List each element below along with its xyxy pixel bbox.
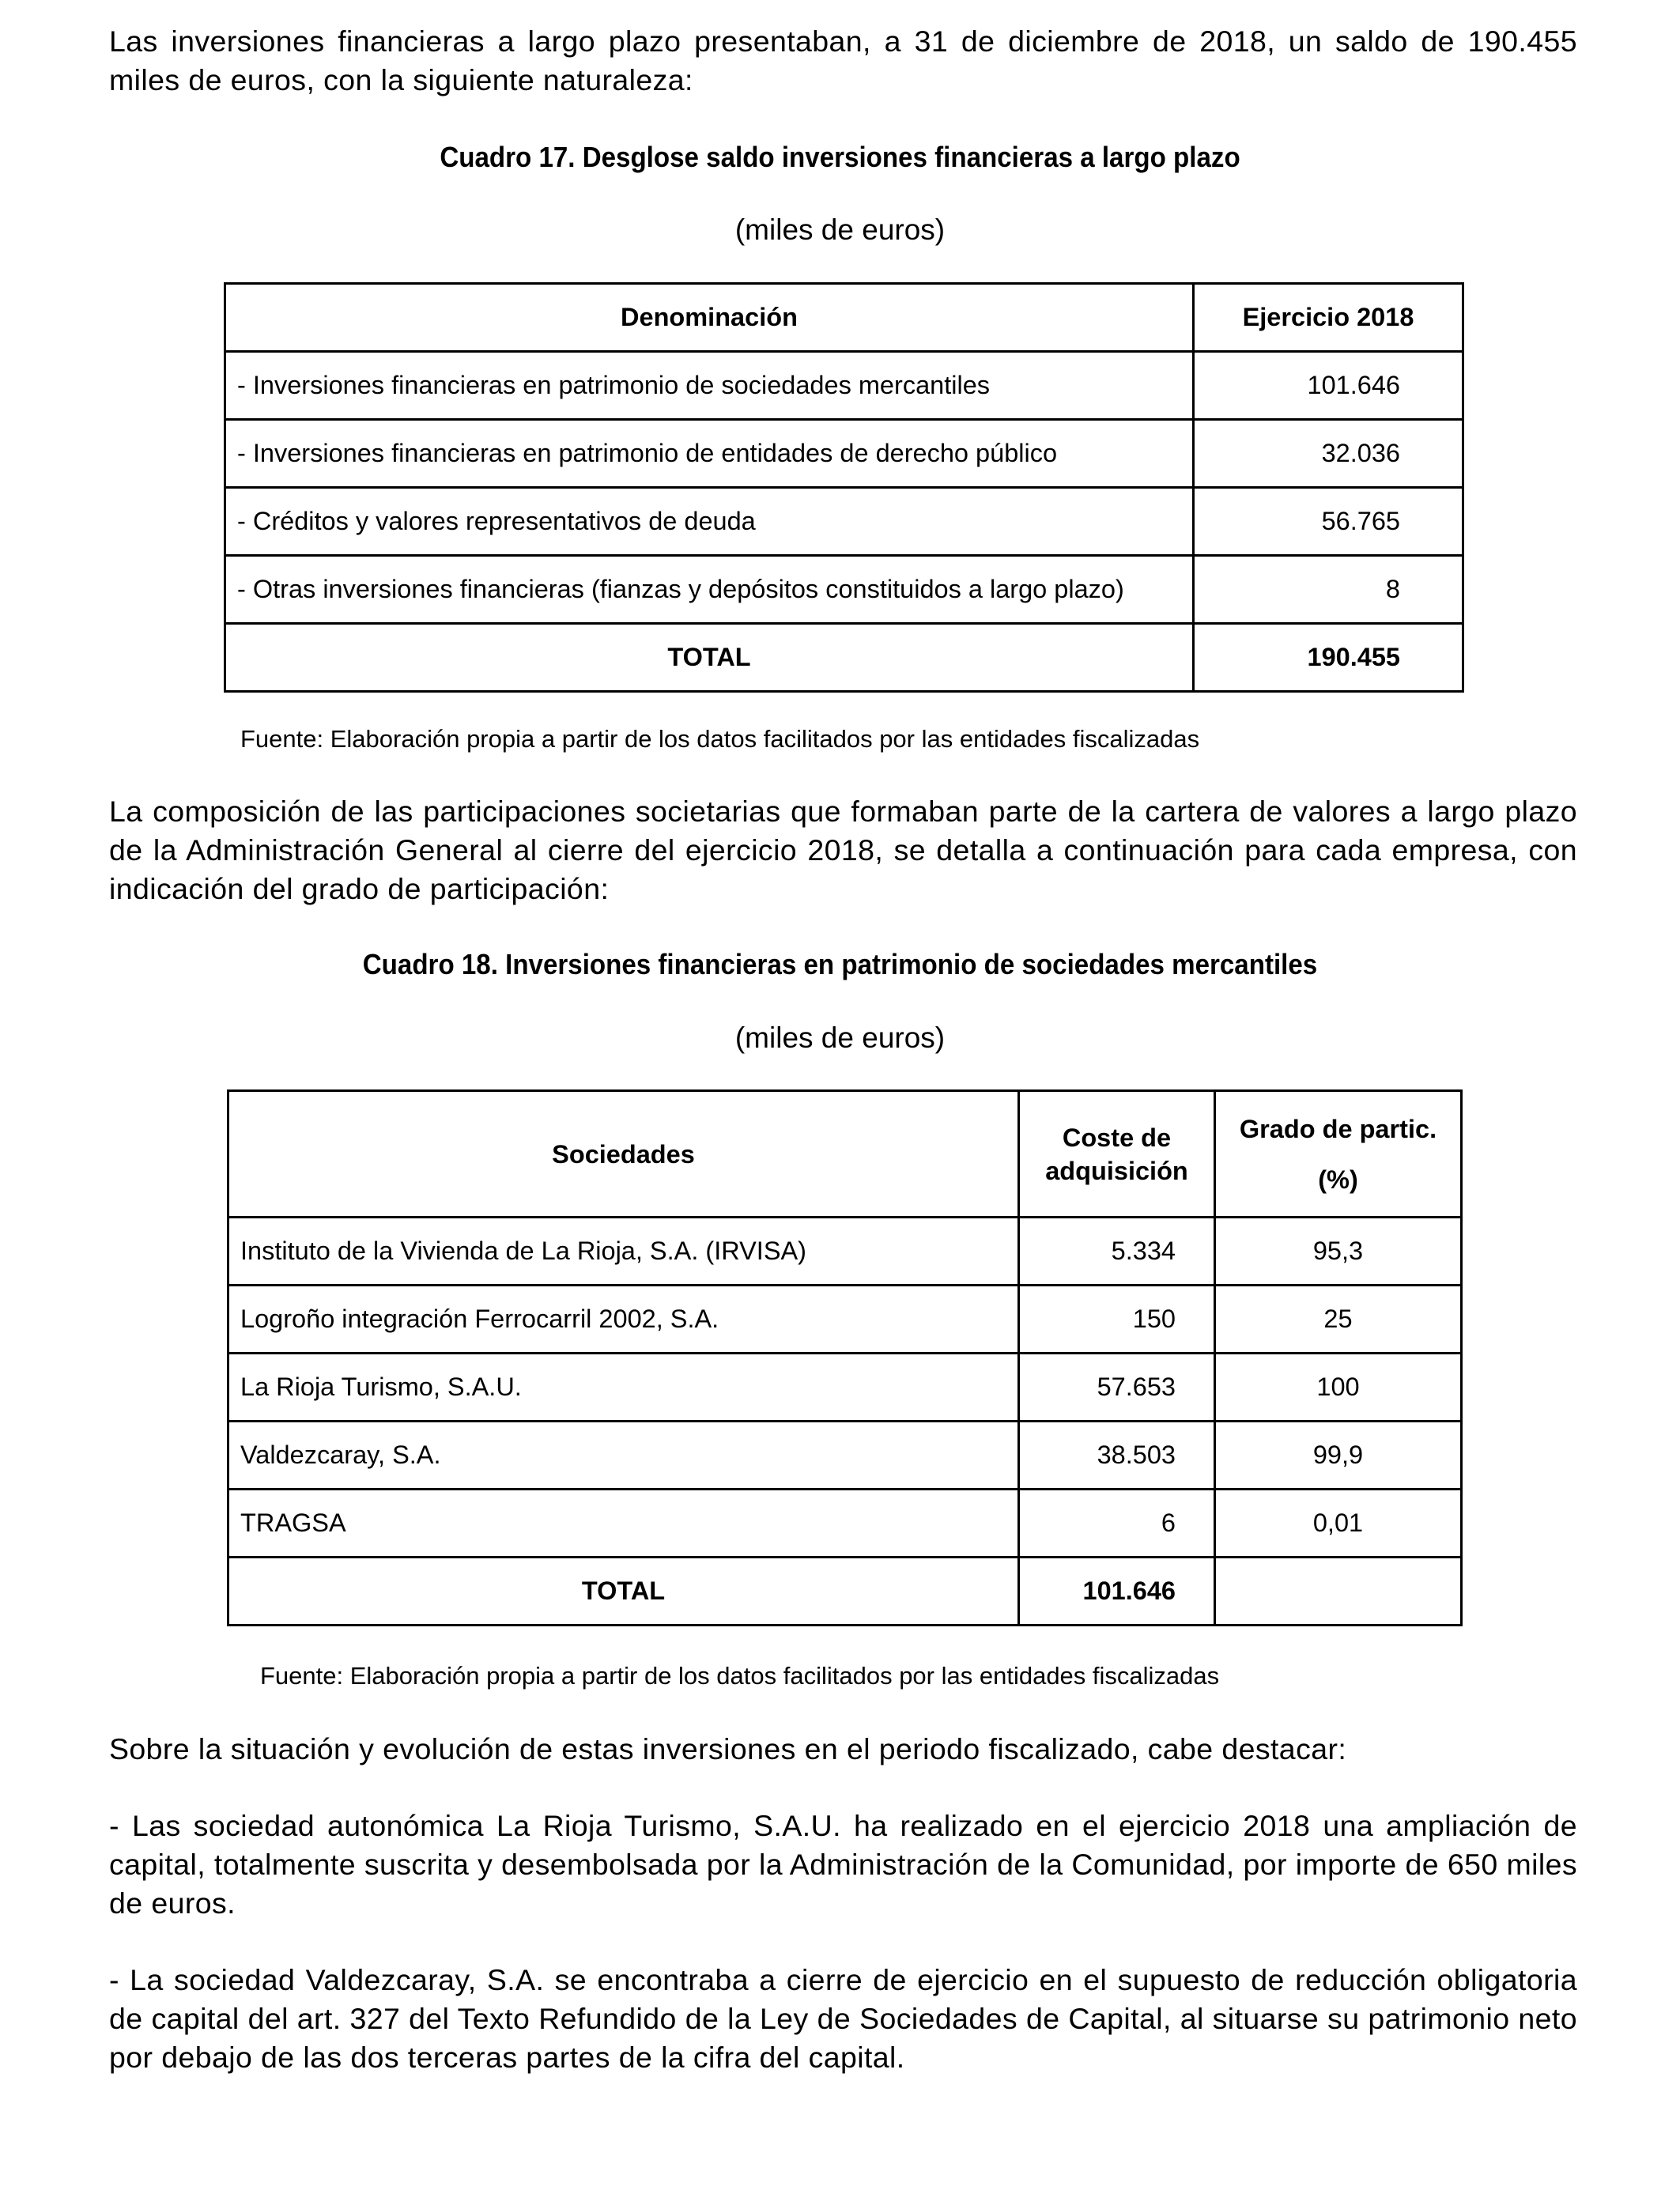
table18-header-coste [1019,1091,1215,1218]
table-row [228,1286,1462,1354]
table18-row-cost: 57.653 [1019,1354,1215,1422]
table17-header-denominacion: Denominación [225,284,1194,352]
table18-total-label: TOTAL [228,1558,1019,1626]
table18-row-pct: 100 [1215,1354,1462,1422]
table18-header-grado [1215,1091,1462,1218]
table18 [227,1089,1463,1626]
table18-row-pct: 95,3 [1215,1218,1462,1286]
table-row [228,1422,1462,1490]
table18-row-company: Logroño integración Ferrocarril 2002, S.A. [228,1286,1019,1354]
table17-total-row [225,624,1463,692]
table18-header-coste-line1: Coste de [1062,1123,1172,1152]
table18-header-row [228,1091,1462,1218]
intro-paragraph: Las inversiones financieras a largo plazo presentaban, a 31 de diciembre de 2018, un saldo de 190.455 miles de euros, con la siguiente naturaleza: [109,25,1577,96]
table17-total-label: TOTAL [225,624,1194,692]
table18-header-grado-line1: Grado de partic. [1239,1114,1437,1143]
table18-total-pct [1215,1558,1462,1626]
table18-title: Cuadro 18. Inversiones financieras en patrimonio de sociedades mercantiles [362,948,1318,980]
table18-total-cost: 101.646 [1019,1558,1215,1626]
table18-units: (miles de euros) [734,1021,946,1054]
table18-row-cost: 38.503 [1019,1422,1215,1490]
table-row [225,352,1463,420]
table-row [225,488,1463,556]
table18-row-cost: 6 [1019,1490,1215,1558]
table-row [228,1354,1462,1422]
table18-source: Fuente: Elaboración propia a partir de los datos facilitados por las entidades fiscalizadas [260,1662,1220,1690]
table17-total-value: 190.455 [1194,624,1463,692]
table-row [225,556,1463,624]
composition-paragraph: La composición de las participaciones societarias que formaban parte de la cartera de valores a largo plazo de la Administración General al cierre del ejercicio 2018, se detalla a continuación para cada empresa, con indicación del grado de participación: [109,795,1577,905]
table18-row-pct: 0,01 [1215,1490,1462,1558]
table18-row-company: TRAGSA [228,1490,1019,1558]
table-row [228,1218,1462,1286]
bullet-2: - La sociedad Valdezcaray, S.A. se encontraba a cierre de ejercicio en el supuesto de reducción obligatoria de capital del art. 327 del Texto Refundido de la Ley de Sociedades de Capital, al situarse su patrimonio neto por debajo de las dos terceras partes de la cifra del capital. [109,1963,1577,2074]
table18-row-company: Valdezcaray, S.A. [228,1422,1019,1490]
table17-units: (miles de euros) [734,213,946,246]
table18-row-cost: 150 [1019,1286,1215,1354]
table-row [228,1490,1462,1558]
table18-header-coste-line2: adquisición [1045,1156,1188,1185]
table18-row-company: La Rioja Turismo, S.A.U. [228,1354,1019,1422]
table18-row-cost: 5.334 [1019,1218,1215,1286]
highlights-intro: Sobre la situación y evolución de estas inversiones en el periodo fiscalizado, cabe destacar: [109,1732,1347,1765]
table17-row-value: 56.765 [1194,488,1463,556]
table17-title: Cuadro 17. Desglose saldo inversiones financieras a largo plazo [440,141,1240,173]
table17-row-label: - Otras inversiones financieras (fianzas y depósitos constituidos a largo plazo) [225,556,1194,624]
table17-row-value: 32.036 [1194,420,1463,488]
table18-header-grado-line2: (%) [1318,1165,1358,1194]
table17-source: Fuente: Elaboración propia a partir de los datos facilitados por las entidades fiscalizadas [240,725,1200,753]
table18-row-pct: 99,9 [1215,1422,1462,1490]
table17-row-label: - Créditos y valores representativos de deuda [225,488,1194,556]
table17-row-value: 101.646 [1194,352,1463,420]
table18-header-sociedades: Sociedades [228,1091,1019,1218]
table17-header-row [225,284,1463,352]
table18-row-company: Instituto de la Vivienda de La Rioja, S.A. (IRVISA) [228,1218,1019,1286]
table18-total-row [228,1558,1462,1626]
table17 [224,282,1464,693]
table-row [225,420,1463,488]
table17-row-label: - Inversiones financieras en patrimonio de entidades de derecho público [225,420,1194,488]
bullet-1: - Las sociedad autonómica La Rioja Turismo, S.A.U. ha realizado en el ejercicio 2018 una ampliación de capital, totalmente suscrita y desembolsada por la Administración de la Comunidad, por importe de 650 miles de euros. [109,1809,1577,1920]
table17-header-ejercicio: Ejercicio 2018 [1194,284,1463,352]
table17-row-value: 8 [1194,556,1463,624]
table18-row-pct: 25 [1215,1286,1462,1354]
table17-row-label: - Inversiones financieras en patrimonio de sociedades mercantiles [225,352,1194,420]
